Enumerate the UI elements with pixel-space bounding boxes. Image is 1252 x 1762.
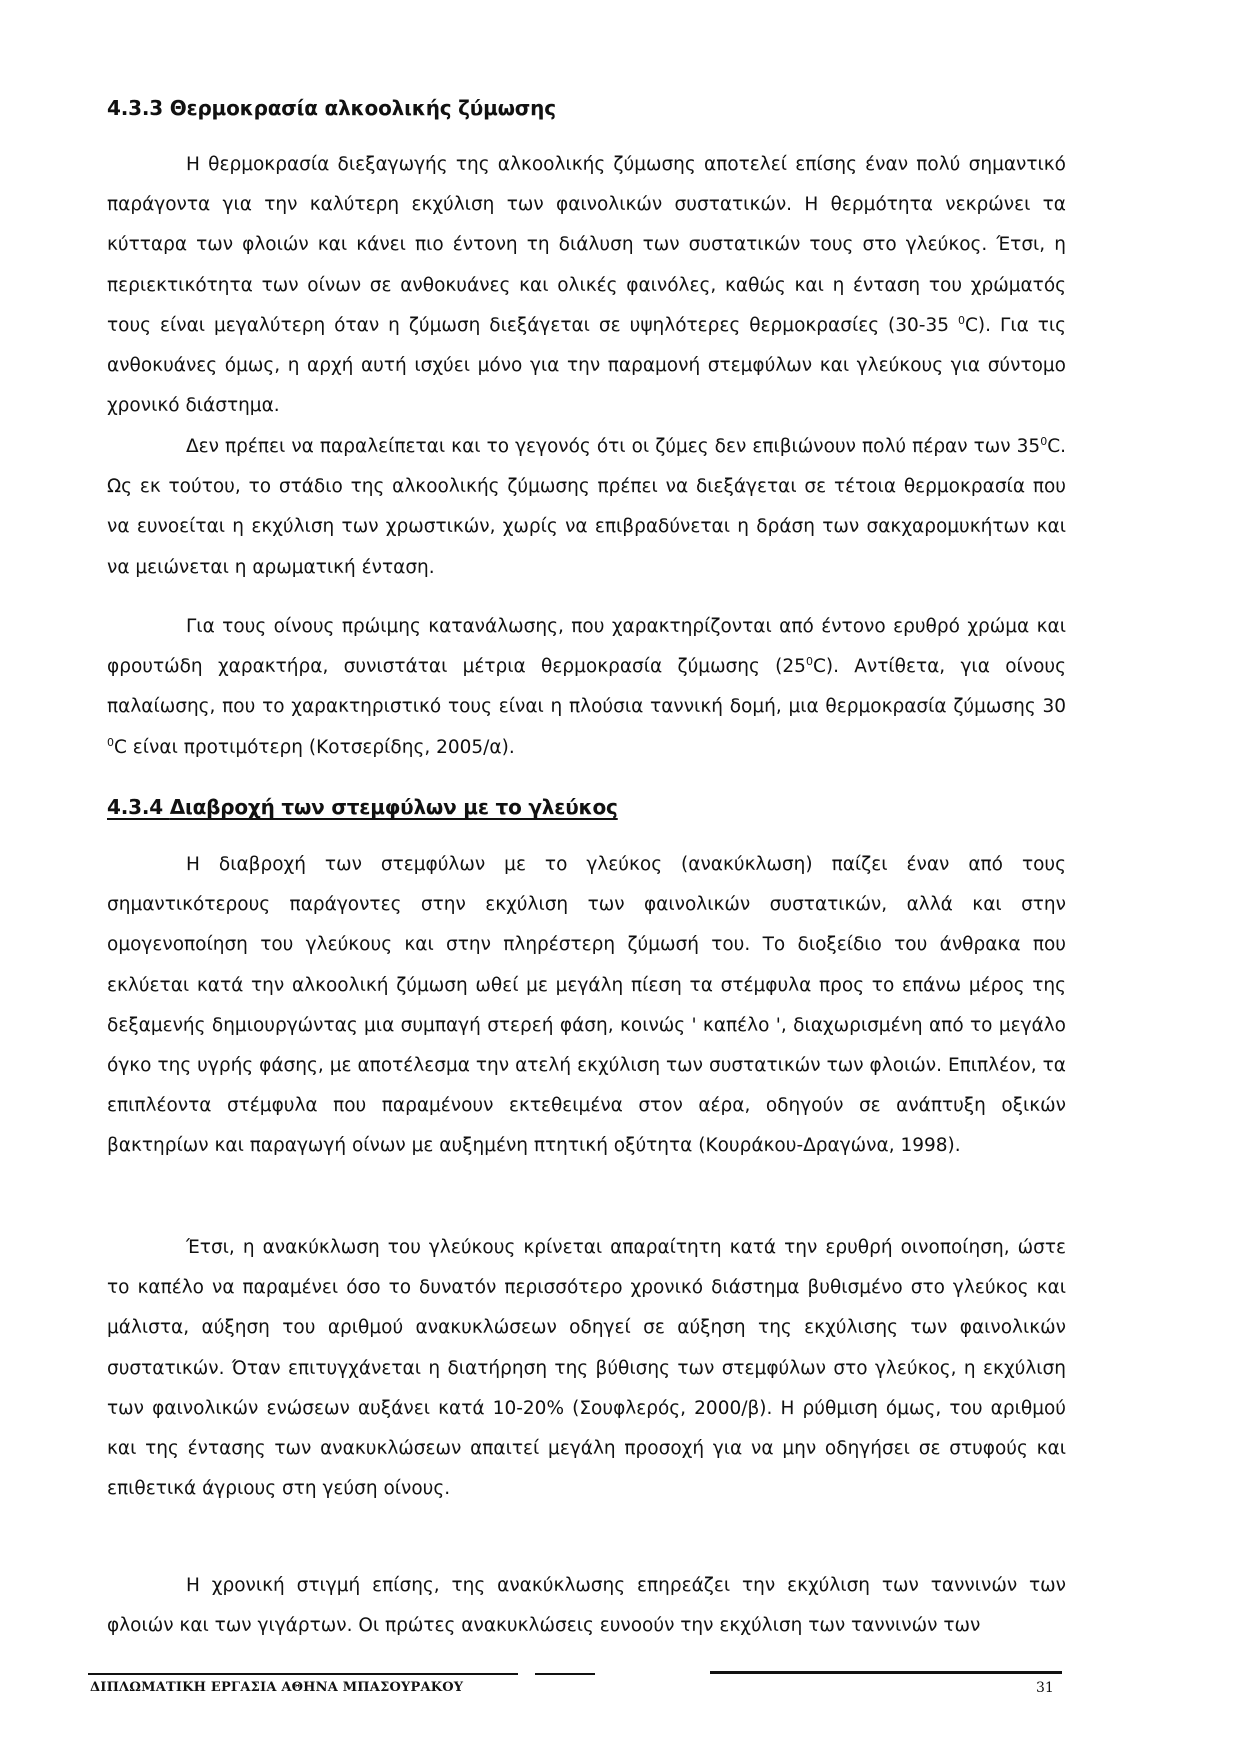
- footer-divider: [535, 1673, 595, 1675]
- superscript: 0: [1040, 434, 1048, 448]
- superscript: 0: [805, 655, 813, 669]
- paragraph: Έτσι, η ανακύκλωση του γλεύκους κρίνεται απαραίτητη κατά την ερυθρή οινοποίηση, ώστε το καπέλο να παραμένει όσο το δυνατόν περισσότερο χρονικό διάστημα βυθισμένο στο γλεύκος και μάλιστα, αύξηση του αριθμού ανακυκλώσεων οδηγεί σε αύξηση της εκχύλισης των φαινολικών συστατικών. Όταν επιτυγχάνεται η διατήρηση της βύθισης των στεμφύλων στο γλεύκος, η εκχύλιση των φαινολικών ενώσεων αυξάνει κατά 10-20% (Σουφλερός, 2000/β). Η ρύθμιση όμως, του αριθμού και της έντασης των ανακυκλώσεων απαιτεί μεγάλη προσοχή για να μην οδηγήσει σε στυφούς και επιθετικά άγριους στη γεύση οίνους.: [107, 1237, 1066, 1500]
- paragraph: Η διαβροχή των στεμφύλων με το γλεύκος (ανακύκλωση) παίζει έναν από τους σημαντικότερους παράγοντες στην εκχύλιση των φαινολικών συστατικών, αλλά και στην ομογενοποίηση του γλεύκους και στην πληρέστερη ζύμωσή του. Το διοξείδιο του άνθρακα που εκλύεται κατά την αλκοολική ζύμωση ωθεί με μεγάλη πίεση τα στέμφυλα προς το επάνω μέρος της δεξαμενής δημιουργώντας μια συμπαγή στερεή φάση, κοινώς ' καπέλο ', διαχωρισμένη από το μεγάλο όγκο της υγρής φάσης, με αποτέλεσμα την ατελή εκχύλιση των συστατικών των φλοιών. Επιπλέον, τα επιπλέοντα στέμφυλα που παραμένουν εκτεθειμένα στον αέρα, οδηγούν σε ανάπτυξη οξικών βακτηρίων και παραγωγή οίνων με αυξημένη πτητική οξύτητα (Κουράκου-Δραγώνα, 1998).: [107, 854, 1066, 1157]
- section-heading: [107, 795, 618, 819]
- footer-text: ΔΙΠΛΩΜΑΤΙΚΗ ΕΡΓΑΣΙΑ ΑΘΗΝΑ ΜΠΑΣΟΥΡΑΚΟΥ: [90, 1680, 464, 1695]
- section-title: Διαβροχή των στεμφύλων με το γλεύκος: [169, 795, 618, 819]
- footer-divider: [710, 1671, 1062, 1674]
- text-run: C). Αντίθετα, για οίνους παλαίωσης, που το χαρακτηριστικό τους είναι η πλούσια ταννική δομή, μια θερμοκρασία ζύμωσης 30: [107, 656, 1066, 718]
- text-run: Δεν πρέπει να παραλείπεται και το γεγονός ότι οι ζύμες δεν επιβιώνουν πολύ πέραν των 35: [186, 436, 1041, 457]
- paragraph: [107, 607, 1066, 768]
- paragraph: [107, 145, 1066, 426]
- paragraph: [107, 427, 1066, 588]
- superscript: 0: [107, 735, 114, 749]
- text-run: C). Για τις ανθοκυάνες όμως, η αρχή αυτή ισχύει μόνο για την παραμονή στεμφύλων και γλεύκους για σύντομο χρονικό διάστημα.: [107, 314, 1067, 417]
- text-run: Για τους οίνους πρώιμης κατανάλωσης, που χαρακτηρίζονται από έντονο ερυθρό χρώμα και φρουτώδη χαρακτήρα, συνιστάται μέτρια θερμοκρασία ζύμωσης (25: [107, 616, 1066, 678]
- section-heading: 4.3.3 Θερμοκρασία αλκοολικής ζύμωσης: [107, 96, 556, 120]
- superscript: 0: [958, 313, 966, 327]
- page-number: 31: [1036, 1680, 1054, 1696]
- section-number: 4.3.4: [107, 795, 170, 819]
- footer-divider: [88, 1673, 518, 1675]
- paragraph: Η χρονική στιγμή επίσης, της ανακύκλωσης επηρεάζει την εκχύλιση των ταννινών των φλοιών και των γιγάρτων. Οι πρώτες ανακυκλώσεις ευνοούν την εκχύλιση των ταννινών των: [107, 1575, 1066, 1637]
- text-run: Η θερμοκρασία διεξαγωγής της αλκοολικής ζύμωσης αποτελεί επίσης έναν πολύ σημαντικό παράγοντα για την καλύτερη εκχύλιση των φαινολικών συστατικών. Η θερμότητα νεκρώνει τα κύτταρα των φλοιών και κάνει πιο έντονη τη διάλυση των συστατικών τους στο γλεύκος. Έτσι, η περιεκτικότητα των οίνων σε ανθοκυάνες και ολικές φαινόλες, καθώς και η ένταση του χρώματός τους είναι μεγαλύτερη όταν η ζύμωση διεξάγεται σε υψηλότερες θερμοκρασίες (30-35: [107, 154, 1066, 336]
- text-run: C. Ως εκ τούτου, το στάδιο της αλκοολικής ζύμωσης πρέπει να διεξάγεται σε τέτοια θερμοκρασία που να ευνοείται η εκχύλιση των χρωστικών, χωρίς να επιβραδύνεται η δράση των σακχαρομυκήτων και να μειώνεται η αρωματική ένταση.: [107, 436, 1066, 578]
- text-run: C είναι προτιμότερη (Κοτσερίδης, 2005/α).: [114, 736, 515, 758]
